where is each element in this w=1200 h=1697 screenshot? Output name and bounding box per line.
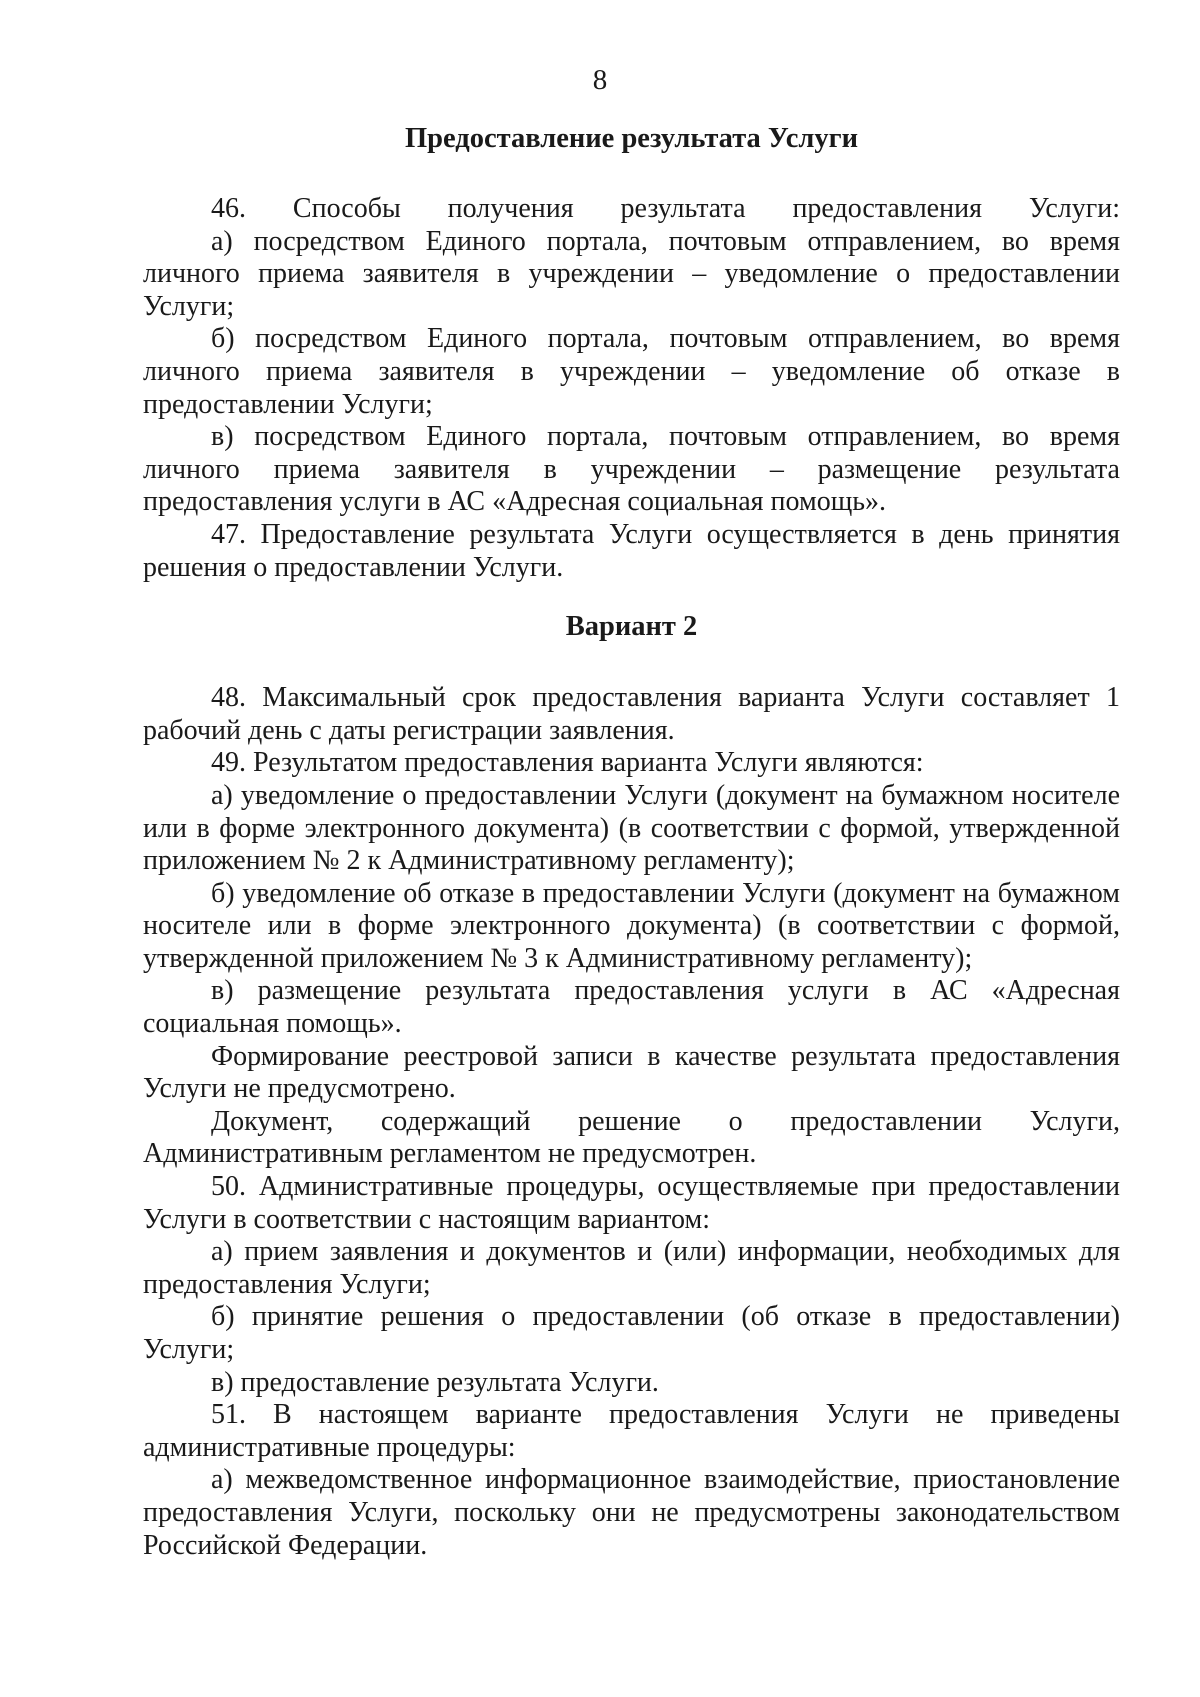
paragraph-49-b: б) уведомление об отказе в предоставлении Услуги (документ на бумажном носителе или в форме электронного документа) (в соответствии с формой, утвержденной приложением № 3 к Административному регламенту); xyxy=(143,877,1120,974)
paragraph-47: 47. Предоставление результата Услуги осуществляется в день принятия решения о предоставлении Услуги. xyxy=(143,518,1120,583)
paragraph-48: 48. Максимальный срок предоставления варианта Услуги составляет 1 рабочий день с даты регистрации заявления. xyxy=(143,682,1120,746)
paragraph-49-a: а) уведомление о предоставлении Услуги (документ на бумажном носителе или в форме электронного документа) (в соответствии с формой, утвержденной приложением № 2 к Административному регламенту); xyxy=(143,779,1120,877)
paragraph-49-c: в) размещение результата предоставления услуги в АС «Адресная социальная помощь». xyxy=(143,975,1120,1040)
paragraph-46-b: б) посредством Единого портала, почтовым отправлением, во время личного приема заявителя в учреждении – уведомление об отказе в предоставлении Услуги; xyxy=(143,323,1120,420)
section-heading-result: Предоставление результата Услуги xyxy=(404,123,859,154)
paragraph-registry-note: Формирование реестровой записи в качестве результата предоставления Услуги не предусмотрено. xyxy=(143,1040,1120,1105)
paragraph-50-c: в) предоставление результата Услуги. xyxy=(211,1366,659,1398)
paragraph-46: 46. Способы получения результата предоставления Услуги: xyxy=(211,193,1120,224)
paragraph-51-a: а) межведомственное информационное взаимодействие, приостановление предоставления Услуги, поскольку они не предусмотрены законодательством Российской Федерации. xyxy=(143,1464,1120,1561)
paragraph-46-c: в) посредством Единого портала, почтовым отправлением, во время личного приема заявителя в учреждении – размещение результата предоставления услуги в АС «Адресная социальная помощь». xyxy=(143,421,1120,518)
paragraph-49: 49. Результатом предоставления варианта Услуги являются: xyxy=(211,747,924,779)
section-heading-variant-2: Вариант 2 xyxy=(565,611,698,643)
paragraph-50-b: б) принятие решения о предоставлении (об отказе в предоставлении) Услуги; xyxy=(143,1301,1120,1365)
page-number: 8 xyxy=(592,64,608,96)
paragraph-50: 50. Административные процедуры, осуществляемые при предоставлении Услуги в соответствии с настоящим вариантом: xyxy=(143,1171,1120,1235)
paragraph-51: 51. В настоящем варианте предоставления Услуги не приведены административные процедуры: xyxy=(143,1399,1120,1463)
paragraph-decision-note: Документ, содержащий решение о предоставлении Услуги, Административным регламентом не предусмотрен. xyxy=(143,1105,1120,1170)
document-body xyxy=(143,122,1120,1562)
paragraph-50-a: а) прием заявления и документов и (или) информации, необходимых для предоставления Услуги; xyxy=(143,1236,1120,1300)
paragraph-46-a: а) посредством Единого портала, почтовым отправлением, во время личного приема заявителя в учреждении – уведомление о предоставлении Услуги; xyxy=(143,225,1120,322)
